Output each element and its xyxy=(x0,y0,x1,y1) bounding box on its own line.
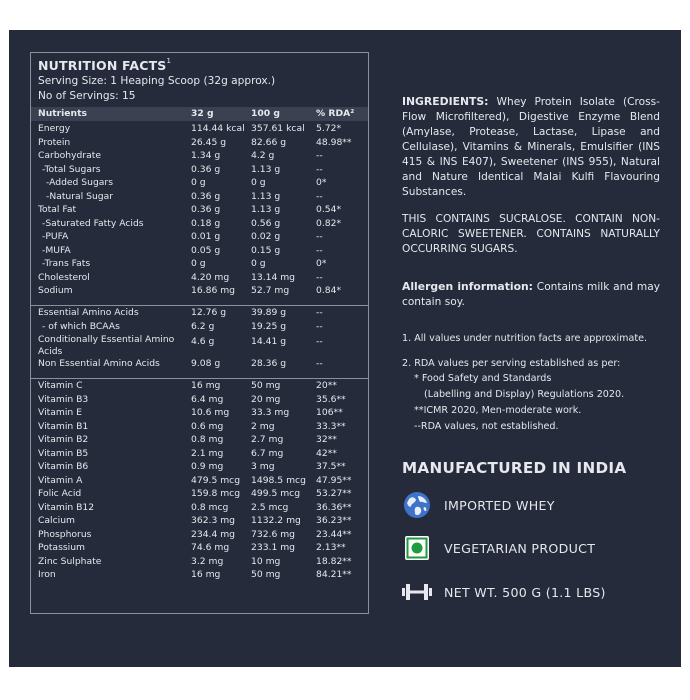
nutrient-name: Vitamin B12 xyxy=(38,501,95,513)
table-row xyxy=(31,487,368,501)
amount-per-100g: 1.13 g xyxy=(251,163,281,175)
allergen-info: Allergen information: Contains milk and may contain soy. xyxy=(402,280,660,308)
nutrient-name: Vitamin B6 xyxy=(38,461,89,472)
table-row xyxy=(31,244,368,258)
nutrient-name: Protein xyxy=(38,136,71,148)
amount-per-serving: 9.08 g xyxy=(191,358,221,369)
table-row xyxy=(31,306,368,320)
serving-size: Serving Size: 1 Heaping Scoop (32g approx.) xyxy=(38,75,276,87)
rda-value: -- xyxy=(316,231,323,242)
amount-per-100g: 39.89 g xyxy=(251,307,287,318)
amount-per-serving: 0.36 g xyxy=(191,190,221,202)
amount-per-serving: 0.9 mg xyxy=(191,461,224,472)
nutrient-name: -MUFA xyxy=(42,244,71,256)
rda-value: 48.98** xyxy=(316,136,352,148)
rda-value: 5.72* xyxy=(316,123,342,134)
rda-value: 35.6** xyxy=(316,393,346,405)
nutrient-name: Total Fat xyxy=(38,204,77,215)
footnote-2c: **ICMR 2020, Men-moderate work. xyxy=(414,404,582,416)
rda-value: 42** xyxy=(316,447,337,459)
macro-nutrients-section xyxy=(31,122,368,302)
rda-value: 37.5** xyxy=(316,461,346,472)
amount-per-100g: 33.3 mg xyxy=(251,407,290,418)
dumbbell-icon xyxy=(402,577,432,607)
amount-per-serving: 6.4 mg xyxy=(191,393,224,405)
nutrient-name: Folic Acid xyxy=(38,488,82,499)
rda-value: 0* xyxy=(316,177,327,188)
amount-per-100g: 233.1 mg xyxy=(251,542,296,553)
nutrient-name: Potassium xyxy=(38,542,85,553)
rda-value: -- xyxy=(316,271,323,283)
feature-label: IMPORTED WHEY xyxy=(444,497,555,513)
amount-per-100g: 0 g xyxy=(251,177,266,188)
table-row xyxy=(31,514,368,528)
amount-per-100g: 732.6 mg xyxy=(251,528,296,540)
nutrient-name: Vitamin E xyxy=(38,407,82,418)
amount-per-serving: 234.4 mg xyxy=(191,528,236,540)
rda-value: -- xyxy=(316,320,323,332)
table-row xyxy=(31,420,368,434)
rda-value: 106** xyxy=(316,407,343,418)
amount-per-100g: 499.5 mcg xyxy=(251,488,301,499)
table-row xyxy=(31,447,368,461)
header-rda: % RDA² xyxy=(316,108,355,119)
amount-per-serving: 0.8 mcg xyxy=(191,501,229,513)
amount-per-serving: 26.45 g xyxy=(191,136,227,148)
nutrient-name: Zinc Sulphate xyxy=(38,555,102,567)
amount-per-100g: 357.61 kcal xyxy=(251,123,305,134)
table-row xyxy=(31,163,368,177)
feature-label: NET WT. 500 G (1.1 LBS) xyxy=(444,584,606,600)
nutrient-name: Calcium xyxy=(38,515,75,526)
ingredients: INGREDIENTS: Whey Protein Isolate (Cross-Flow Microfiltered), Digestive Enzyme Blend (Amylase, Protease, Lactase, Lipase and Cellulase), Vitamins & Minerals, Emulsifier (INS 415 & INS E407), Sweetener (INS 955), Natural and Nature Identical Malai Kulfi Flavouring Substances. xyxy=(402,95,660,198)
rda-value: 20** xyxy=(316,380,337,391)
rda-value: 0.84* xyxy=(316,285,342,296)
table-row xyxy=(31,271,368,285)
table-row xyxy=(31,568,368,582)
rda-value: -- xyxy=(316,150,323,161)
feature-net-weight xyxy=(402,577,606,607)
nutrient-name: Sodium xyxy=(38,285,73,296)
feature-imported-whey xyxy=(402,490,555,520)
nutrient-name: Non Essential Amino Acids xyxy=(38,358,160,369)
nutrient-name: Cholesterol xyxy=(38,271,90,283)
table-row xyxy=(31,393,368,407)
amount-per-100g: 13.14 mg xyxy=(251,271,296,283)
footnote-2a: * Food Safety and Standards xyxy=(414,373,552,385)
table-row xyxy=(31,217,368,231)
table-row xyxy=(31,203,368,217)
table-row xyxy=(31,460,368,474)
amount-per-100g: 0 g xyxy=(251,258,266,269)
servings-count: No of Servings: 15 xyxy=(38,90,136,102)
amount-per-100g: 2 mg xyxy=(251,420,275,432)
nutrient-name: Essential Amino Acids xyxy=(38,307,139,318)
nutrient-name: Conditionally Essential Amino Acids xyxy=(38,334,175,357)
amount-per-100g: 1.13 g xyxy=(251,190,281,202)
manufactured-in-india: MANUFACTURED IN INDIA xyxy=(402,459,627,477)
amount-per-serving: 3.2 mg xyxy=(191,555,224,567)
globe-icon xyxy=(402,490,432,520)
rda-value: -- xyxy=(316,163,323,175)
table-row xyxy=(31,149,368,163)
rda-value: -- xyxy=(316,336,323,347)
table-row xyxy=(31,357,368,371)
amount-per-serving: 16.86 mg xyxy=(191,285,236,296)
amount-per-100g: 2.7 mg xyxy=(251,434,284,445)
nutrition-title: NUTRITION FACTS$^1$ xyxy=(38,57,172,73)
amount-per-serving: 479.5 mcg xyxy=(191,474,241,486)
amount-per-100g: 3 mg xyxy=(251,461,275,472)
footnote-2b: (Labelling and Display) Regulations 2020. xyxy=(424,389,625,401)
nutrient-name: -Trans Fats xyxy=(42,258,91,269)
nutrient-name: Energy xyxy=(38,123,71,134)
amount-per-serving: 10.6 mg xyxy=(191,407,230,418)
table-row xyxy=(31,474,368,488)
nutrient-name: Vitamin B3 xyxy=(38,393,89,405)
amount-per-serving: 0 g xyxy=(191,258,206,269)
amino-acids-section xyxy=(31,305,368,370)
amount-per-serving: 4.20 mg xyxy=(191,271,230,283)
table-row xyxy=(31,122,368,136)
amount-per-100g: 28.36 g xyxy=(251,358,287,369)
feature-vegetarian xyxy=(402,533,595,563)
amount-per-100g: 19.25 g xyxy=(251,320,287,332)
nutrient-name: Phosphorus xyxy=(38,528,92,540)
table-row xyxy=(31,433,368,447)
footnote-1: 1. All values under nutrition facts are approximate. xyxy=(402,333,648,344)
rda-value: 23.44** xyxy=(316,528,352,540)
amount-per-100g: 10 mg xyxy=(251,555,281,567)
rda-value: 0.54* xyxy=(316,204,342,215)
table-row xyxy=(31,379,368,393)
rda-value: -- xyxy=(316,244,323,256)
amount-per-serving: 16 mg xyxy=(191,569,221,580)
table-row xyxy=(31,333,368,360)
amount-per-serving: 74.6 mg xyxy=(191,542,230,553)
rda-value: -- xyxy=(316,358,323,369)
amount-per-100g: 82.66 g xyxy=(251,136,287,148)
header-per-serving: 32 g xyxy=(191,108,214,119)
nutrient-name: - of which BCAAs xyxy=(42,320,120,332)
table-row xyxy=(31,257,368,271)
amount-per-serving: 12.76 g xyxy=(191,307,227,318)
nutrition-facts-table xyxy=(30,52,369,614)
table-row xyxy=(31,555,368,569)
feature-label: VEGETARIAN PRODUCT xyxy=(444,540,596,556)
nutrition-header-row xyxy=(31,107,368,121)
rda-value: 53.27** xyxy=(316,488,352,499)
amount-per-100g: 4.2 g xyxy=(251,150,275,161)
amount-per-100g: 1498.5 mcg xyxy=(251,474,306,486)
amount-per-serving: 6.2 g xyxy=(191,320,215,332)
amount-per-serving: 0.6 mg xyxy=(191,420,224,432)
amount-per-serving: 4.6 g xyxy=(191,336,215,347)
rda-value: 47.95** xyxy=(316,474,352,486)
amount-per-100g: 0.56 g xyxy=(251,217,281,229)
table-row xyxy=(31,176,368,190)
nutrient-name: -Natural Sugar xyxy=(46,190,114,202)
table-row xyxy=(31,284,368,298)
rda-value: 2.13** xyxy=(316,542,346,553)
footnote-2d: --RDA values, not established. xyxy=(414,420,559,432)
micro-nutrients-section xyxy=(31,378,368,609)
table-row xyxy=(31,528,368,542)
amount-per-100g: 1.13 g xyxy=(251,204,281,215)
nutrient-name: Carbohydrate xyxy=(38,150,102,161)
amount-per-serving: 0.05 g xyxy=(191,244,221,256)
nutrient-name: Vitamin A xyxy=(38,474,83,486)
rda-value: 32** xyxy=(316,434,337,445)
nutrient-name: -Saturated Fatty Acids xyxy=(42,217,144,229)
amount-per-100g: 1132.2 mg xyxy=(251,515,301,526)
nutrient-name: -Total Sugars xyxy=(42,163,101,175)
rda-value: 33.3** xyxy=(316,420,346,432)
amount-per-100g: 2.5 mcg xyxy=(251,501,289,513)
amount-per-100g: 50 mg xyxy=(251,569,281,580)
table-row xyxy=(31,136,368,150)
amount-per-serving: 16 mg xyxy=(191,380,221,391)
nutrient-name: Iron xyxy=(38,569,56,580)
amount-per-100g: 20 mg xyxy=(251,393,281,405)
rda-value: 84.21** xyxy=(316,569,352,580)
veg-symbol-icon xyxy=(402,533,432,563)
amount-per-serving: 0.36 g xyxy=(191,163,221,175)
amount-per-serving: 114.44 kcal xyxy=(191,123,245,134)
table-row xyxy=(31,406,368,420)
nutrient-name: Vitamin B2 xyxy=(38,434,89,445)
amount-per-serving: 0.01 g xyxy=(191,231,221,242)
amount-per-serving: 0.18 g xyxy=(191,217,221,229)
amount-per-serving: 159.8 mcg xyxy=(191,488,241,499)
footnotes xyxy=(402,331,660,434)
amount-per-serving: 2.1 mg xyxy=(191,447,224,459)
header-per-100g: 100 g xyxy=(251,108,280,119)
rda-value: 36.36** xyxy=(316,501,352,513)
amount-per-100g: 50 mg xyxy=(251,380,281,391)
amount-per-serving: 1.34 g xyxy=(191,150,221,161)
amount-per-100g: 6.7 mg xyxy=(251,447,284,459)
rda-value: 0* xyxy=(316,258,327,269)
sucralose-note: THIS CONTAINS SUCRALOSE. CONTAIN NON-CALORIC SWEETENER. CONTAINS NATURALLY OCCURRING SUGARS. xyxy=(402,213,660,255)
amount-per-100g: 0.02 g xyxy=(251,231,281,242)
table-row xyxy=(31,190,368,204)
table-row xyxy=(31,541,368,555)
nutrient-name: Vitamin B5 xyxy=(38,447,89,459)
rda-value: -- xyxy=(316,307,323,318)
amount-per-100g: 0.15 g xyxy=(251,244,281,256)
table-row xyxy=(31,230,368,244)
rda-value: 36.23** xyxy=(316,515,352,526)
table-row xyxy=(31,501,368,515)
amount-per-100g: 14.41 g xyxy=(251,336,287,347)
amount-per-serving: 0.8 mg xyxy=(191,434,224,445)
amount-per-serving: 362.3 mg xyxy=(191,515,236,526)
nutrient-name: -PUFA xyxy=(42,231,69,242)
footnote-2: 2. RDA values per serving established as per: xyxy=(402,357,621,369)
nutrient-name: -Added Sugars xyxy=(46,177,113,188)
rda-value: 0.82* xyxy=(316,217,342,229)
header-nutrients: Nutrients xyxy=(38,108,87,119)
nutrient-name: Vitamin B1 xyxy=(38,420,89,432)
amount-per-serving: 0.36 g xyxy=(191,204,221,215)
amount-per-serving: 0 g xyxy=(191,177,206,188)
table-row xyxy=(31,320,368,334)
amount-per-100g: 52.7 mg xyxy=(251,285,290,296)
rda-value: -- xyxy=(316,190,323,202)
rda-value: 18.82** xyxy=(316,555,352,567)
nutrient-name: Vitamin C xyxy=(38,380,83,391)
